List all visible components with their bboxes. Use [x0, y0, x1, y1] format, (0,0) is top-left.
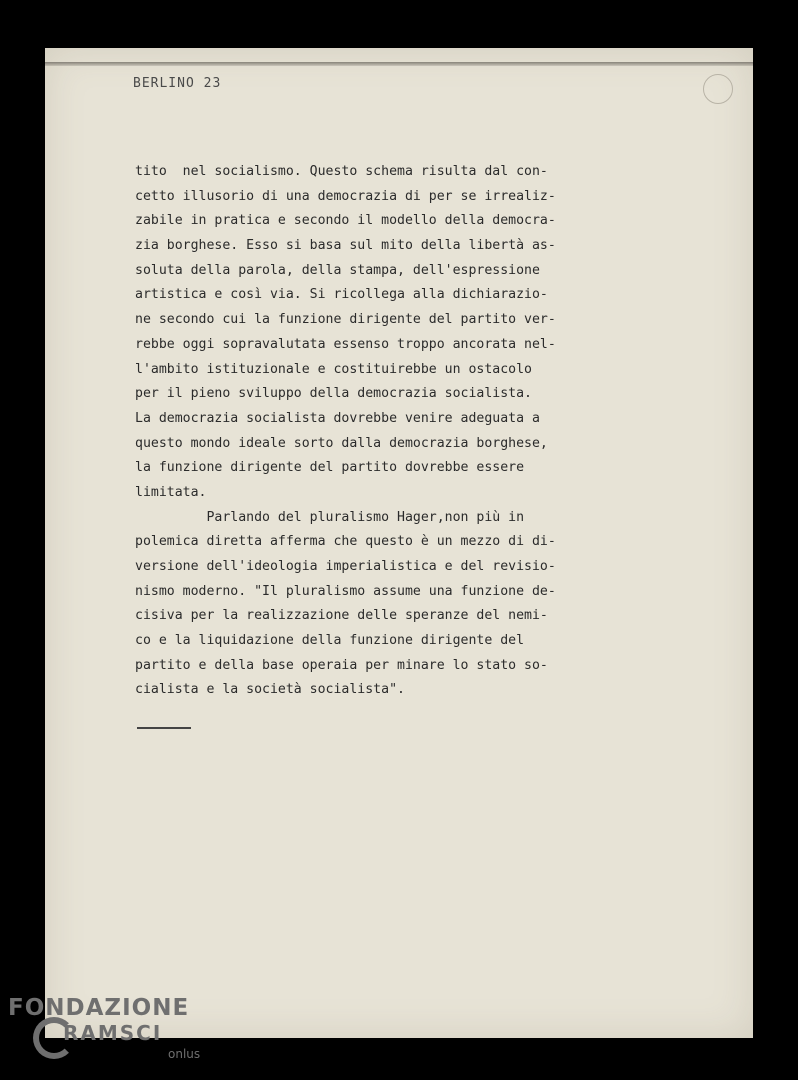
text-line: Parlando del pluralismo Hager,non più in [135, 509, 525, 525]
text-line: la funzione dirigente del partito dovrebbe essere [135, 460, 525, 476]
text-line: zia borghese. Esso si basa sul mito della libertà as- [135, 238, 556, 254]
text-line: versione dell'ideologia imperialistica e del revisio- [135, 559, 556, 574]
page-number-stamp [703, 74, 733, 104]
text-line: nismo moderno. "Il pluralismo assume una funzione de- [135, 583, 556, 599]
text-line: per il pieno sviluppo della democrazia socialista. [135, 386, 532, 402]
text-line: cetto illusorio di una democrazia di per se irrealiz- [135, 188, 556, 204]
text-line: ne secondo cui la funzione dirigente del partito ver- [135, 312, 556, 328]
text-line: zabile in pratica e secondo il modello della democra- [135, 213, 556, 229]
text-line: La democrazia socialista dovrebbe venire adeguata a [135, 410, 540, 426]
text-line: co e la liquidazione della funzione dirigente del [135, 633, 525, 649]
text-line: questo mondo ideale sorto dalla democrazia borghese, [135, 435, 548, 451]
page-header: BERLINO 23 [133, 76, 222, 91]
logo-line-onlus: onlus [168, 1047, 201, 1061]
typewritten-page [45, 48, 753, 1038]
closing-rule [137, 727, 191, 729]
text-line: cialista e la società socialista". [135, 682, 405, 698]
fondazione-gramsci-logo [8, 995, 203, 1075]
text-line: partito e della base operaia per minare lo stato so- [135, 657, 548, 673]
text-line: limitata. [135, 484, 207, 500]
text-line: polemica diretta afferma che questo è un mezzo di di- [135, 534, 556, 550]
text-line: rebbe oggi sopravalutata essenso troppo ancorata nel- [135, 336, 556, 352]
document-body [135, 160, 605, 703]
text-line: artistica e così via. Si ricollega alla dichiarazio- [135, 287, 548, 303]
text-line: cisiva per la realizzazione delle speranze del nemi- [135, 608, 548, 624]
text-line: l'ambito istituzionale e costituirebbe un ostacolo [135, 361, 532, 377]
text-line: soluta della parola, della stampa, dell'espressione [135, 262, 540, 278]
logo-line-gramsci: RAMSCI [63, 1021, 163, 1045]
logo-line-fondazione: FONDAZIONE [8, 995, 190, 1021]
text-line: tito nel socialismo. Questo schema risulta dal con- [135, 164, 548, 179]
